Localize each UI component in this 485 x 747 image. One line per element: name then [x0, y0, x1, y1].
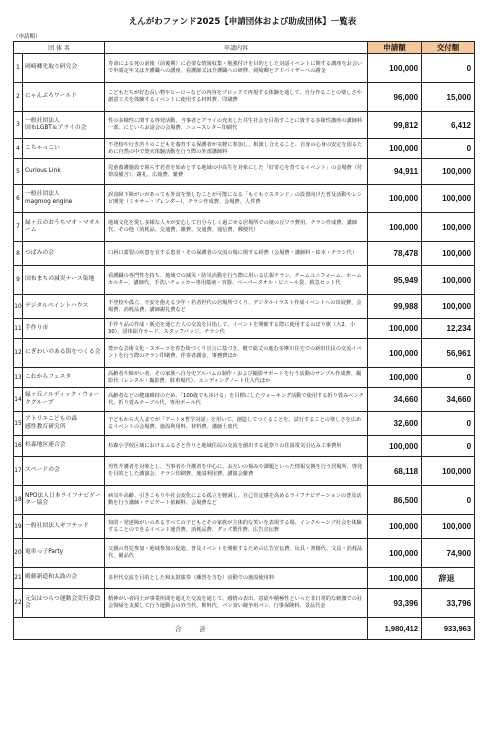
granted-amount: 100,000: [422, 295, 475, 319]
application-content: 児童養護施設で暮らす若者を始めとする地域の中高生を対象にした「好奇心を育てるイベント」の会場費（付帯設備含）、謝礼、広報費、雑費: [105, 159, 368, 185]
section-label: （申請順）: [13, 34, 41, 40]
granted-amount: 56,961: [422, 339, 475, 368]
table-row: [14, 54, 475, 83]
row-number: 8: [14, 242, 23, 266]
application-content: 多世代交流を目的とした和太鼓演奏（練習を含む）活動での施設使用料: [105, 568, 368, 589]
row-number: 4: [14, 139, 23, 159]
group-name: スペードの会: [23, 457, 105, 486]
group-name: 緑ヶ丘ノルディック・ウォークグループ: [23, 388, 105, 412]
application-content: 寿命による死の前後（前後期）に必要な情報収集・勉強付けを目的とした対話イベントに関する講座をお会いで申請定年又は介護職への講座、看護師又は介護職への研修、岡崎卿とアドバイザーへの謝金: [105, 54, 368, 83]
row-number: 16: [14, 436, 23, 457]
group-name: 杉森地区連合会: [23, 436, 105, 457]
row-number: 14: [14, 388, 23, 412]
row-number: 20: [14, 539, 23, 568]
table-row: [14, 436, 475, 457]
table-row: [14, 242, 475, 266]
applied-amount: 78,478: [368, 242, 422, 266]
table-row: [14, 112, 475, 139]
application-content: 豊かな芸術文化・スポーツを育む街づくり宣言に基づき、健で総丈の進む多摩川住宅での新旧住民の交流イベントを行う際のチラシ印刷費、伴奏者謝金、事務費ほか: [105, 339, 368, 368]
applied-amount: 100,000: [368, 319, 422, 339]
group-name: つばみの会: [23, 242, 105, 266]
group-name: 緑ヶ丘のおうちマオ・マオルーム: [23, 213, 105, 242]
row-number: 6: [14, 185, 23, 213]
applied-amount: 68,118: [368, 457, 422, 486]
applied-amount: 100,000: [368, 539, 422, 568]
granted-amount: 100,000: [422, 457, 475, 486]
group-name: 一般社団法人 国布LGBT＆アライの会: [23, 112, 105, 139]
applied-amount: 100,000: [368, 185, 422, 213]
application-content: 子どもから大人までが「アート×哲学対話」を用いて、創造してつくることを、試行することの楽しさを広めるイベントの会場費、施設利用料、材料費、講師士度代: [105, 412, 368, 436]
group-name: NPO法人日本ライフナビゲーター協会: [23, 486, 105, 515]
table-row: [14, 412, 475, 436]
table-row: [14, 185, 475, 213]
applied-amount: 99,988: [368, 295, 422, 319]
table-row: [14, 388, 475, 412]
application-content: 誤食障下障がいがあっても外食を楽しむことが可能になる「もぐもぐスタンド」の設置向けた普及活動やレシピ開発（ミキサー・ブレンダー）、チラシ作成費、会場費、人件費: [105, 185, 368, 213]
applied-amount: 100,000: [368, 368, 422, 388]
granted-amount: 15,000: [422, 83, 475, 112]
granted-amount: 0: [422, 486, 475, 515]
header-applied: 申請額: [368, 42, 422, 54]
table-row: [14, 213, 475, 242]
granted-amount: 6,412: [422, 112, 475, 139]
application-content: 病気や高齢、引きこもりや社会変化による孤立を軽減し、自己肯定感を高めるライフナビゲーションの普及活動を行う講師・ナビゲート依頼料、会場費など: [105, 486, 368, 515]
granted-amount: 100,000: [422, 185, 475, 213]
row-number: 9: [14, 266, 23, 295]
table-row: [14, 139, 475, 159]
page-title: えんがわファンド2025【申請団体および助成団体】一覧表: [128, 17, 357, 27]
group-name: にぎわいのある街をつくる会: [23, 339, 105, 368]
granted-amount: 100,000: [422, 159, 475, 185]
applied-amount: 95,949: [368, 266, 422, 295]
applied-amount: 93,396: [368, 589, 422, 618]
application-content: 精神がい者同士が事業所間を超えた交流を通じて、感情の表出、意欲や積極性といった非日常的な刺激での社会復帰を支援して行う運動会の外当代、飲料代、パン食い競争用パン、行事保険料、景品代金: [105, 589, 368, 618]
table-row: [14, 486, 475, 515]
row-number: 7: [14, 213, 23, 242]
application-content: 口唇口蓋裂の疾患を有する患者・その保護者の交流の場に関する経費（会場費・講師料・絵本・チラシ代）: [105, 242, 368, 266]
header-content: 申請内容: [105, 42, 368, 54]
group-name: アトリエこどもの森 感性教育研究所: [23, 412, 105, 436]
table-row: [14, 589, 475, 618]
table-row: [14, 295, 475, 319]
header-granted: 交付額: [422, 42, 475, 54]
row-number: 21: [14, 568, 23, 589]
group-name: 殿藤新道和太鼓の会: [23, 568, 105, 589]
applied-amount: 100,000: [368, 139, 422, 159]
granted-amount: 33,796: [422, 589, 475, 618]
row-number: 1: [14, 54, 23, 83]
total-applied: 1,980,412: [368, 618, 422, 640]
granted-amount: 34,660: [422, 388, 475, 412]
application-content: 性の多様性に関する啓発活動、当事者とアライの充実した共生社会を目指すことに資する多様性講座の講師料一部、にじいろお話会の会場費、ニュースレター印刷代: [105, 112, 368, 139]
group-name: にゃんぶろワールド: [23, 83, 105, 112]
applied-amount: 100,000: [368, 339, 422, 368]
row-number: 15: [14, 412, 23, 436]
group-name: 電車っ子Party: [23, 539, 105, 568]
application-content: 高齢者や障がい者、その家族へ自分史アルバムの制作・および撮影サポートを行う活動のサンプル作成費、撮影代（レンタル・撮影費、駐車場代）、エンディングノート仕入代ほか: [105, 368, 368, 388]
row-number: 11: [14, 319, 23, 339]
row-number: 2: [14, 83, 23, 112]
row-number: 22: [14, 589, 23, 618]
application-content: 杉森小学校区域におけるふるさと作りと地域住民の交流を創出する夏祭りの住設電気引込み工事費用: [105, 436, 368, 457]
row-number: 12: [14, 339, 23, 368]
granted-amount: 0: [422, 54, 475, 83]
row-number: 5: [14, 159, 23, 185]
granted-amount: 74,900: [422, 539, 475, 568]
table-row: [14, 515, 475, 539]
total-granted: 933,963: [422, 618, 475, 640]
total-label: 合計: [14, 618, 368, 640]
group-name: デジタルペイントハウス: [23, 295, 105, 319]
group-name: Curious Link: [23, 159, 105, 185]
granted-amount: 12,234: [422, 319, 475, 339]
application-content: 知的・発達障がいのあるすべての子どもとその家族が主体的な笑いを表現する場、インクルーシブ社会を体験することのできるイベント運営費、消耗品費、グッズ製作費、広告宣伝費: [105, 515, 368, 539]
granted-amount: 100,000: [422, 515, 475, 539]
application-content: こどもたちが好む長い物やヒーローなどの内容をブロックで再現する体験を通して、自分作ることの楽しさや創意工夫を体験するイベントに使用する材料費、印刷費: [105, 83, 368, 112]
granted-amount: 100,000: [422, 242, 475, 266]
header-group: 団 体 名: [14, 42, 105, 54]
application-content: 手作り品の作成・販売を通じた人の交流を目指して、イベントを開催する際に使用するのぼり旗（大2、小30）、団体紹介カード、スタッフバッジ、チラシ代: [105, 319, 368, 339]
table-row: [14, 159, 475, 185]
group-name: 元気はつらつ運動会実行委員会: [23, 589, 105, 618]
granted-amount: 0: [422, 412, 475, 436]
table-row: [14, 368, 475, 388]
application-content: 父親の育児参加・地域参加の促進、普及イベントを開催するための広告宣伝費、玩具・書籍代、文具・消耗品代、備品代: [105, 539, 368, 568]
applied-amount: 100,000: [368, 436, 422, 457]
table-row: [14, 266, 475, 295]
granted-amount: 100,000: [422, 213, 475, 242]
table-row: [14, 83, 475, 112]
group-name: 一般社団法人ギフテッド: [23, 515, 105, 539]
row-number: 19: [14, 515, 23, 539]
table-row: [14, 568, 475, 589]
group-name: 岡崎卿先取り研究会: [23, 54, 105, 83]
applied-amount: 86,500: [368, 486, 422, 515]
row-number: 10: [14, 295, 23, 319]
granted-amount: 100,000: [422, 266, 475, 295]
granted-amount: 0: [422, 436, 475, 457]
applied-amount: 100,000: [368, 54, 422, 83]
table-row: [14, 539, 475, 568]
application-content: 高齢者などの健康維持のため、「100歳でも歩ける」を目標にしたウォーキング活動で使用する折り畳みベンチ代、折り畳みテーブル代、専用ポール代: [105, 388, 368, 412]
applied-amount: 99,812: [368, 112, 422, 139]
table-header-row: [14, 42, 475, 54]
application-content: 看護職の専門性を持ち、地域での減災・防災活動を行う際に用いる広報チラシ、チームユニフォーム、ホームカルター、講師代、手洗いチェッカー専用薬液・容器、ペーパータオル・ビニール袋、救急セット代: [105, 266, 368, 295]
application-content: 男性介護者を対象とし、当事者や介護者を中心に、お互いの悩みや課題といった情報交換を行う居場所、啓発を目的とした講演会、チラシ印刷費、施設利用費、講演会雑費: [105, 457, 368, 486]
grant-table: [13, 41, 475, 640]
applied-amount: 100,000: [368, 568, 422, 589]
total-row: [14, 618, 475, 640]
table-row: [14, 319, 475, 339]
group-name: 手作り市: [23, 319, 105, 339]
table-row: [14, 339, 475, 368]
application-content: 不登校や孤立、不安を抱える少年・若者世代の居場所づくり、デジタルイラスト作成イベントへの出展費、会場費、消耗品費、講師謝礼費など: [105, 295, 368, 319]
row-number: 18: [14, 486, 23, 515]
application-content: 不登校や行き渋りのこどもを養育する保護者が気軽に参加し、相談し合えること、自身の心身の安定を図るために自然の中で焚火体験活動を行う際の外部講師料: [105, 139, 368, 159]
applied-amount: 96,000: [368, 83, 422, 112]
applied-amount: 32,600: [368, 412, 422, 436]
granted-amount: 0: [422, 139, 475, 159]
granted-amount: 0: [422, 368, 475, 388]
granted-amount: 辞退: [422, 568, 475, 589]
applied-amount: 100,000: [368, 515, 422, 539]
group-name: 一般社団法人 magmog engine: [23, 185, 105, 213]
row-number: 13: [14, 368, 23, 388]
applied-amount: 94,911: [368, 159, 422, 185]
group-name: こちゃっこい: [23, 139, 105, 159]
applied-amount: 100,000: [368, 213, 422, 242]
table-row: [14, 457, 475, 486]
application-content: 地域文化を愛し多様な人々が安心して自分らしく過ごせる居場所での焼の丘ワラ費用、チラシ作成費、講師代、その他（消耗品、交通費、雑費、交通費、通信費、郵便代）: [105, 213, 368, 242]
row-number: 3: [14, 112, 23, 139]
applied-amount: 34,660: [368, 388, 422, 412]
group-name: これからフェスタ: [23, 368, 105, 388]
group-name: 国布まちの減災ナース染地: [23, 266, 105, 295]
row-number: 17: [14, 457, 23, 486]
